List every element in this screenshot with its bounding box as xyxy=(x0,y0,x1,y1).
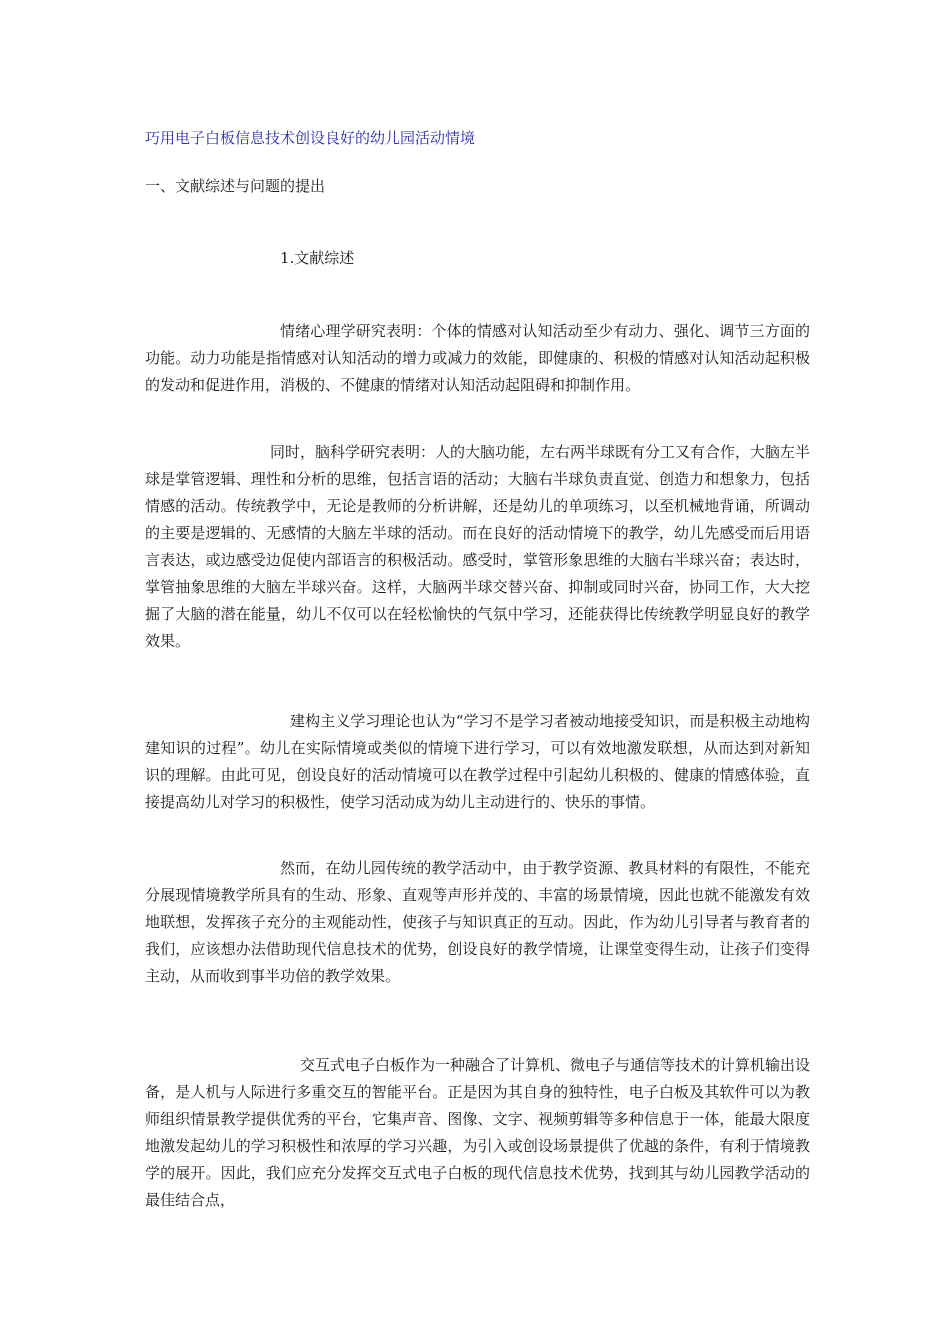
paragraph-constructivism: 建构主义学习理论也认为“学习不是学习者被动地接受知识，而是积极主动地构建知识的过程”。幼儿在实际情境或类似的情境下进行学习，可以有效地激发联想，从而达到对新知识的理解。由此可见，创设良好的活动情境可以在教学过程中引起幼儿积极的、健康的情感体验，直接提高幼儿对学习的积极性，使学习活动成为幼儿主动进行的、快乐的事情。 xyxy=(145,712,810,811)
paragraph-emotion-psychology: 情绪心理学研究表明：个体的情感对认知活动至少有动力、强化、调节三方面的功能。动力功能是指情感对认知活动的增力或减力的效能，即健康的、积极的情感对认知活动起积极的发动和促进作用，消极的、不健康的情绪对认知活动起阻碍和抑制作用。 xyxy=(145,322,810,394)
subsection-heading: 1.文献综述 xyxy=(280,249,355,267)
paragraph-interactive-whiteboard: 交互式电子白板作为一种融合了计算机、微电子与通信等技术的计算机输出设备，是人机与人际进行多重交互的智能平台。正是因为其自身的独特性，电子白板及其软件可以为教师组织情景教学提供优秀的平台，它集声音、图像、文字、视频剪辑等多种信息于一体，能最大限度地激发起幼儿的学习积极性和浓厚的学习兴趣，为引入或创设场景提供了优越的条件，有利于情境教学的展开。因此，我们应充分发挥交互式电子白板的现代信息技术优势，找到其与幼儿园教学活动的最佳结合点， xyxy=(145,1056,811,1209)
paragraph-traditional-teaching: 然而，在幼儿园传统的教学活动中，由于教学资源、教具材料的有限性，不能充分展现情境教学所具有的生动、形象、直观等声形并茂的、丰富的场景情境，因此也就不能激发有效地联想，发挥孩子充分的主观能动性，使孩子与知识真正的互动。因此，作为幼儿引导者与教育者的我们，应该想办法借助现代信息技术的优势，创设良好的教学情境，让课堂变得生动，让孩子们变得主动，从而收到事半功倍的教学效果。 xyxy=(145,859,810,985)
section-heading: 一、文献综述与问题的提出 xyxy=(145,177,326,195)
document-title: 巧用电子白板信息技术创设良好的幼儿园活动情境 xyxy=(145,129,476,147)
paragraph-brain-science: 同时，脑科学研究表明：人的大脑功能，左右两半球既有分工又有合作，大脑左半球是掌管逻辑、理性和分析的思维，包括言语的活动；大脑右半球负责直觉、创造力和想象力，包括情感的活动。传统教学中，无论是教师的分析讲解，还是幼儿的单项练习，以至机械地背诵，所调动的主要是逻辑的、无感情的大脑左半球的活动。而在良好的活动情境下的教学，幼儿先感受而后用语言表达，或边感受边促使内部语言的积极活动。感受时，掌管形象思维的大脑右半球兴奋；表达时，掌管抽象思维的大脑左半球兴奋。这样，大脑两半球交替兴奋、抑制或同时兴奋，协同工作，大大挖掘了大脑的潜在能量，幼儿不仅可以在轻松愉快的气氛中学习，还能获得比传统教学明显良好的教学效果。 xyxy=(145,443,811,650)
